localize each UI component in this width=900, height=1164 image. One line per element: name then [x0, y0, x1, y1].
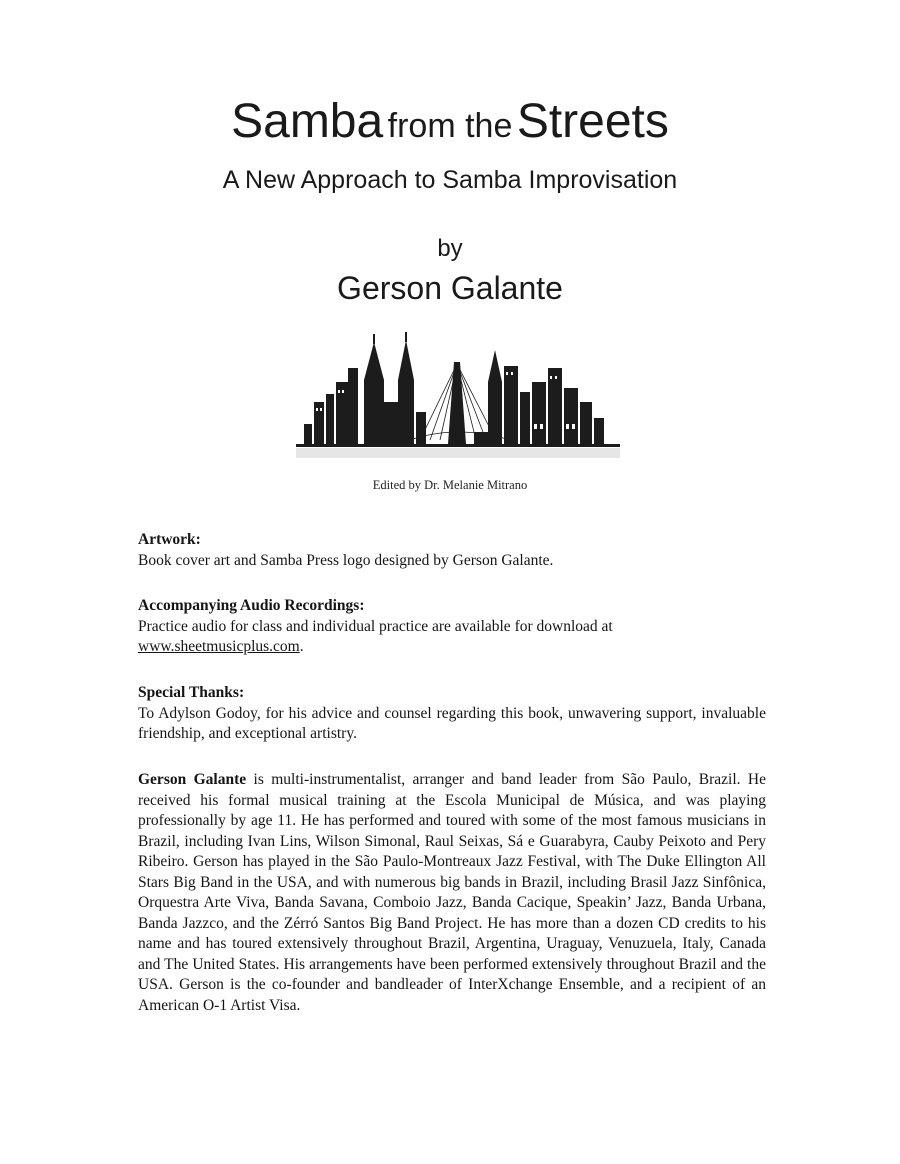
- editor-credit: Edited by Dr. Melanie Mitrano: [372, 478, 528, 492]
- audio-section: [138, 596, 766, 658]
- artwork-text: Book cover art and Samba Press logo designed by Gerson Galante.: [138, 551, 554, 569]
- audio-link-line: [138, 637, 766, 658]
- title-word-samba: Samba: [231, 95, 384, 148]
- artwork-section: [138, 530, 766, 571]
- artwork-heading: Artwork:: [138, 531, 201, 548]
- book-subtitle: A New Approach to Samba Improvisation: [222, 166, 678, 194]
- bio-name: Gerson Galante: [138, 771, 247, 788]
- bio-text: is multi-instrumentalist, arranger and band leader from São Paulo, Brazil. He received his formal musical training at the Escola Municipal de Música, and was playing professionally by age 11. He has performed and toured with some of the most famous musicians in Brazil, including Ivan Lins, Wilson Simonal, Raul Seixas, Sá e Guarabyra, Cauby Peixoto and Pery Ribeiro. Gerson has played in the São Paulo-Montreaux Jazz Festival, with The Duke Ellington All Stars Big Band in the USA, and with numerous big bands in Brazil, including Brasil Jazz Sinfônica, Orquestra Arte Viva, Banda Savana, Comboio Jazz, Banda Cacique, Speakin’ Jazz, Banda Urbana, Banda Jazzco, and the Zérró Santos Big Band Project. He has more than a dozen CD credits to his name and has toured extensively throughout Brazil, Argentina, Uraguay, Venuzuela, Italy, Canada and The United States. His arrangements have been performed extensively throughout Brazil and the USA. Gerson is the co-founder and bandleader of InterXchange Ensemble, and a recipient of an American O-1 Artist Visa.: [138, 771, 766, 1014]
- thanks-section: [138, 683, 766, 745]
- audio-text: Practice audio for class and individual practice are available for download at: [138, 617, 613, 635]
- byline-by: by: [437, 235, 463, 262]
- title-word-from-the: from the: [387, 107, 513, 145]
- sheetmusicplus-link[interactable]: www.sheetmusicplus.com: [138, 638, 300, 655]
- title-word-streets: Streets: [516, 95, 669, 148]
- bio-paragraph: [138, 770, 766, 1016]
- audio-heading: Accompanying Audio Recordings:: [138, 597, 365, 614]
- author-name: Gerson Galante: [337, 270, 563, 306]
- city-skyline-icon: [290, 332, 625, 462]
- thanks-heading: Special Thanks:: [138, 684, 245, 701]
- thanks-text: To Adylson Godoy, for his advice and counsel regarding this book, unwavering support, invaluable friendship, and exceptional artistry.: [138, 704, 766, 742]
- audio-trailing-period: .: [299, 638, 304, 655]
- book-title: [0, 96, 900, 149]
